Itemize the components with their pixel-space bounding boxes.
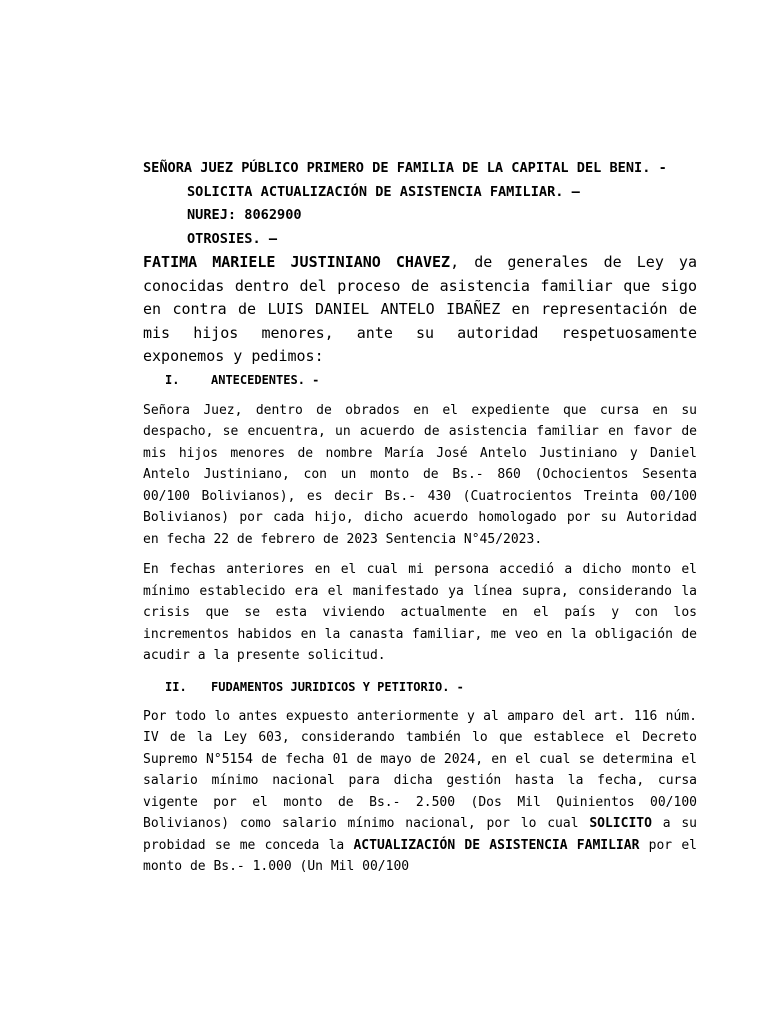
section-2-label: FUDAMENTOS JURIDICOS Y PETITORIO. - xyxy=(211,679,464,694)
nurej-heading: NUREJ: 8062900 xyxy=(187,207,302,223)
otrosies-heading: OTROSIES. – xyxy=(187,230,278,247)
section-2-paragraph-1 xyxy=(143,706,697,878)
section-1-paragraph-2: En fechas anteriores en el cual mi persona accedió a dicho monto el mínimo establecido era el manifestado ya línea supra, considerando la crisis que se esta viviendo actualmente en el país y con los incrementos habidos en la canasta familiar, me veo en la obligación de acudir a la presente solicitud. xyxy=(143,562,697,663)
section-1-paragraph-1: Señora Juez, dentro de obrados en el expediente que cursa en su despacho, se encuentra, un acuerdo de asistencia familiar en favor de mis hijos menores de nombre María José Antelo Justiniano y Daniel Antelo Justiniano, con un monto de Bs.- 860 (Ochocientos Sesenta 00/100 Bolivianos), es decir Bs.- 430 (Cuatrocientos Treinta 00/100 Bolivianos) por cada hijo, dicho acuerdo homologado por su Autoridad en fecha 22 de febrero de 2023 Sentencia N°45/2023. xyxy=(143,402,697,547)
section-2-text-e: por el monto de Bs.- 1.000 (Un Mil 00/100 xyxy=(143,837,697,874)
section-2-text-a: Por todo lo antes expuesto anteriormente y al amparo del art. 116 núm. IV de la Ley 603, considerando también lo que establece el Decreto Supremo N°5154 de fecha 01 de mayo de 2024, en el cual se determina el salario mínimo nacional para dicha gestión hasta la fecha, cursa vigente por el monto de Bs.- 2.500 (Dos Mil Quinientos 00/100 Bolivianos) como salario mínimo nacional, por lo cual xyxy=(143,708,697,831)
subject-heading: SOLICITA ACTUALIZACIÓN DE ASISTENCIA FAMILIAR. – xyxy=(187,183,580,200)
court-heading: SEÑORA JUEZ PÚBLICO PRIMERO DE FAMILIA DE LA CAPITAL DEL BENI. - xyxy=(143,160,667,176)
actualizacion-bold: ACTUALIZACIÓN DE ASISTENCIA FAMILIAR xyxy=(353,837,640,853)
section-2-text-c: a su probidad se me conceda la xyxy=(143,816,698,853)
intro-text: , de generales de Ley ya conocidas dentro del proceso de asistencia familiar que sigo en contra de LUIS DANIEL ANTELO IBAÑEZ en representación de mis hijos menores, ante su autoridad respetuosamente exponemos y pedimos: xyxy=(143,253,697,365)
section-2-number: II. xyxy=(165,679,187,694)
section-1-title xyxy=(143,371,697,389)
document-page xyxy=(143,157,697,878)
solicito-bold: SOLICITO xyxy=(589,816,652,831)
petitioner-name: FATIMA MARIELE JUSTINIANO CHAVEZ xyxy=(143,253,451,271)
intro-paragraph xyxy=(143,251,697,369)
section-2-title xyxy=(143,678,697,696)
section-1-number: I. xyxy=(165,372,180,387)
section-1-label: ANTECEDENTES. - xyxy=(211,372,320,387)
